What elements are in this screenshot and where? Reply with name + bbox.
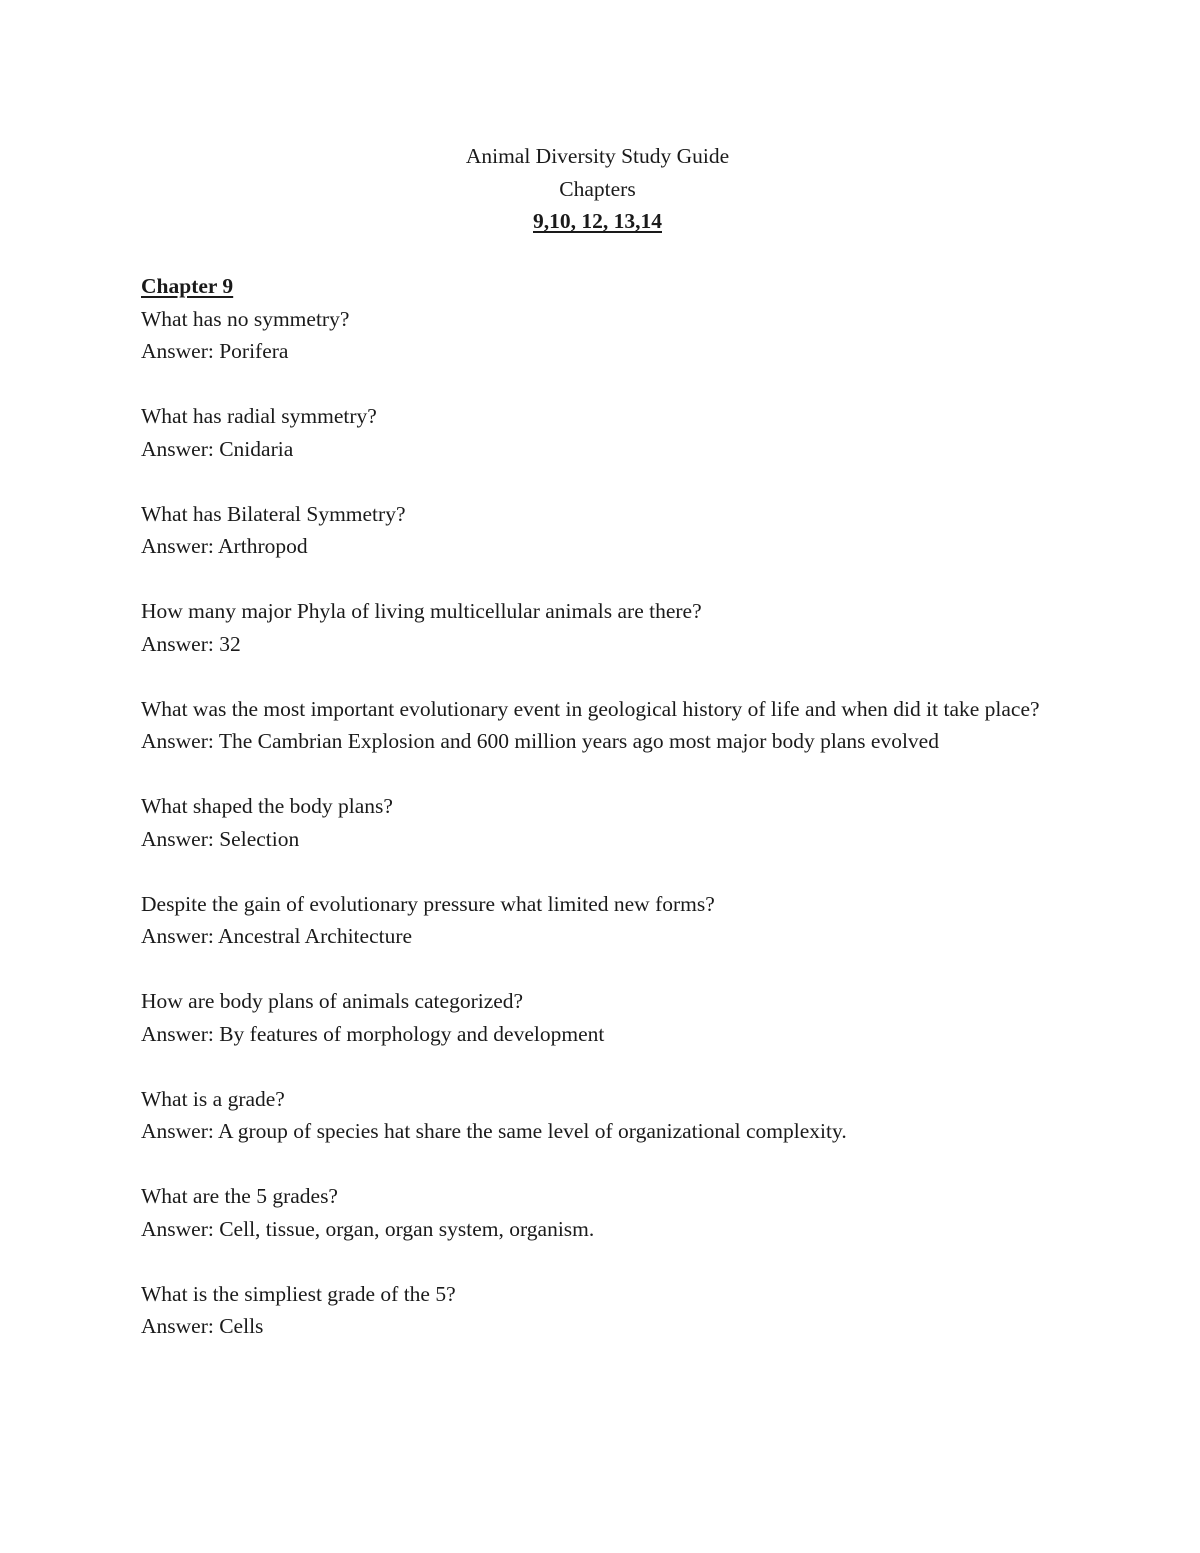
answer-text: Answer: By features of morphology and development — [141, 1021, 605, 1046]
qa-item — [141, 498, 1061, 563]
question-text: How are body plans of animals categorized? — [141, 989, 524, 1013]
qa-item — [141, 693, 1061, 758]
question-text: What has radial symmetry? — [141, 404, 377, 428]
answer-text: Answer: Porifera — [141, 339, 289, 363]
answer-text: Answer: A group of species hat share the same level of organizational complexity. — [141, 1119, 847, 1143]
question-text: What has no symmetry? — [141, 306, 350, 331]
title-block — [0, 140, 1195, 238]
chapters-list: 9,10, 12, 13,14 — [533, 209, 662, 233]
answer-text: Answer: The Cambrian Explosion and 600 million years ago most major body plans evolved — [141, 729, 939, 753]
answer-text: Answer: Cell, tissue, organ, organ system, organism. — [141, 1216, 595, 1241]
qa-item — [141, 1083, 1061, 1148]
chapter-heading-line — [141, 270, 1061, 303]
answer-text: Answer: Selection — [141, 826, 300, 851]
answer-text: Answer: Cnidaria — [141, 436, 294, 461]
qa-item — [141, 888, 1061, 953]
qa-item — [141, 1278, 1061, 1343]
answer-text: Answer: Arthropod — [141, 534, 308, 558]
question-text: What is a grade? — [141, 1086, 285, 1111]
qa-item — [141, 303, 1061, 368]
chapter-heading: Chapter 9 — [141, 274, 234, 298]
question-text: Despite the gain of evolutionary pressure what limited new forms? — [141, 891, 715, 916]
question-text: What are the 5 grades? — [141, 1184, 338, 1208]
answer-text: Answer: 32 — [141, 631, 241, 656]
question-text: How many major Phyla of living multicellular animals are there? — [141, 599, 702, 623]
qa-item — [141, 595, 1061, 660]
answer-text: Answer: Cells — [141, 1314, 264, 1338]
question-text: What has Bilateral Symmetry? — [141, 501, 406, 526]
qa-item — [141, 790, 1061, 855]
document-title: Animal Diversity Study Guide — [465, 144, 730, 168]
study-guide-content — [141, 270, 1061, 1343]
qa-item — [141, 985, 1061, 1050]
question-text: What is the simpliest grade of the 5? — [141, 1281, 456, 1306]
document-subtitle: Chapters — [559, 176, 636, 201]
question-text: What was the most important evolutionary event in geological history of life and when did it take place? — [141, 696, 1040, 721]
qa-item — [141, 400, 1061, 465]
qa-item — [141, 1180, 1061, 1245]
question-text: What shaped the body plans? — [141, 794, 393, 818]
answer-text: Answer: Ancestral Architecture — [141, 924, 413, 948]
